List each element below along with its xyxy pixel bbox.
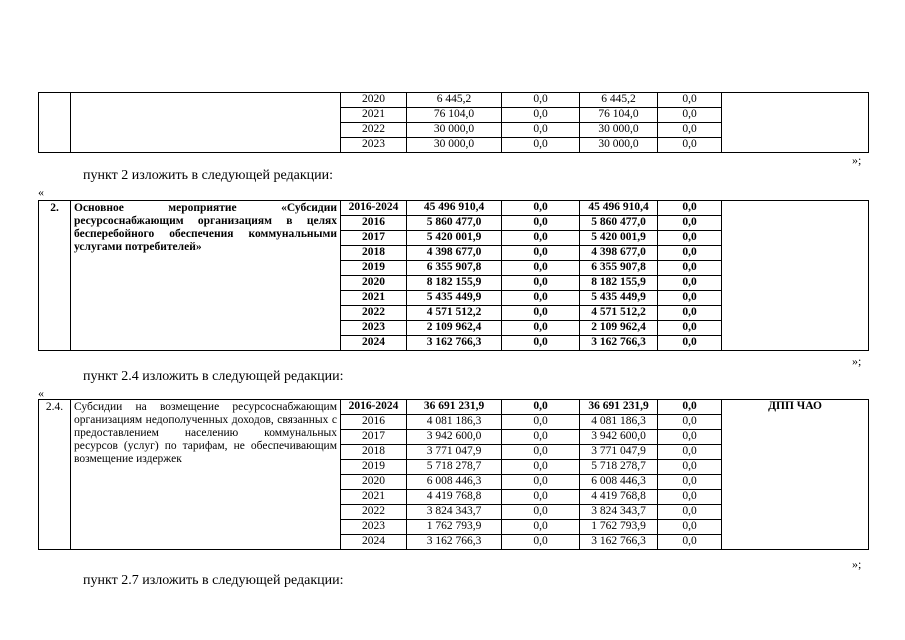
value-cell: 6 008 446,3 — [580, 475, 658, 490]
value-cell: 4 398 677,0 — [580, 246, 658, 261]
value-cell: 4 081 186,3 — [580, 415, 658, 430]
value-cell: 0,0 — [502, 490, 580, 505]
value-cell: 0,0 — [502, 336, 580, 351]
total-cell: 2 109 962,4 — [407, 321, 502, 336]
value-cell: 0,0 — [502, 400, 580, 415]
value-cell: 0,0 — [658, 216, 722, 231]
value-cell: 3 162 766,3 — [580, 535, 658, 550]
year-cell: 2018 — [341, 246, 407, 261]
value-cell: 0,0 — [502, 306, 580, 321]
row-index-cell: 2.4. — [39, 400, 71, 550]
total-cell: 6 355 907,8 — [407, 261, 502, 276]
executor-cell — [722, 93, 869, 153]
total-cell: 3 942 600,0 — [407, 430, 502, 445]
year-cell: 2020 — [341, 475, 407, 490]
value-cell: 0,0 — [502, 216, 580, 231]
total-cell: 45 496 910,4 — [407, 201, 502, 216]
value-cell: 36 691 231,9 — [580, 400, 658, 415]
value-cell: 8 182 155,9 — [580, 276, 658, 291]
value-cell: 0,0 — [658, 490, 722, 505]
value-cell: 0,0 — [658, 430, 722, 445]
value-cell: 0,0 — [658, 460, 722, 475]
year-cell: 2016 — [341, 216, 407, 231]
value-cell: 0,0 — [502, 93, 580, 108]
total-cell: 36 691 231,9 — [407, 400, 502, 415]
value-cell: 6 445,2 — [580, 93, 658, 108]
total-cell: 3 824 343,7 — [407, 505, 502, 520]
value-cell: 0,0 — [502, 276, 580, 291]
close-quote-1: »; — [852, 153, 862, 167]
value-cell: 0,0 — [502, 460, 580, 475]
value-cell: 0,0 — [502, 123, 580, 138]
close-quote-2: »; — [852, 354, 862, 368]
value-cell: 30 000,0 — [580, 138, 658, 153]
value-cell: 0,0 — [502, 505, 580, 520]
value-cell: 0,0 — [502, 138, 580, 153]
total-cell: 5 718 278,7 — [407, 460, 502, 475]
value-cell: 0,0 — [658, 520, 722, 535]
value-cell: 3 162 766,3 — [580, 336, 658, 351]
table-row — [39, 400, 869, 415]
table-point-2 — [38, 200, 869, 351]
value-cell: 0,0 — [658, 535, 722, 550]
executor-cell: ДПП ЧАО — [722, 400, 869, 550]
paragraph-point-2-4: пункт 2.4 изложить в следующей редакции: — [83, 369, 344, 384]
open-quote-1: « — [38, 185, 44, 199]
value-cell: 4 571 512,2 — [580, 306, 658, 321]
value-cell: 0,0 — [502, 475, 580, 490]
value-cell: 0,0 — [658, 415, 722, 430]
value-cell: 0,0 — [658, 93, 722, 108]
description-cell: Основное мероприятие «Субсидии ресурсоснабжающим организациям в целях бесперебойного обеспечения коммунальными услугами потребителей» — [71, 201, 341, 351]
total-cell: 30 000,0 — [407, 138, 502, 153]
year-cell: 2022 — [341, 123, 407, 138]
year-cell: 2016-2024 — [341, 400, 407, 415]
open-quote-2: « — [38, 386, 44, 400]
year-cell: 2021 — [341, 490, 407, 505]
value-cell: 0,0 — [658, 261, 722, 276]
total-cell: 5 435 449,9 — [407, 291, 502, 306]
value-cell: 0,0 — [658, 321, 722, 336]
value-cell: 0,0 — [658, 201, 722, 216]
total-cell: 4 398 677,0 — [407, 246, 502, 261]
table-fragment-prev — [38, 92, 869, 153]
value-cell: 0,0 — [658, 108, 722, 123]
year-cell: 2023 — [341, 520, 407, 535]
description-cell: Субсидии на возмещение ресурсоснабжающим организациям недополученных доходов, связанных с предоставлением населению коммунальных ресурсов (услуг) по тарифам, не обеспечивающим возмещение издержек — [71, 400, 341, 550]
paragraph-point-2-7: пункт 2.7 изложить в следующей редакции: — [83, 573, 344, 588]
year-cell: 2019 — [341, 261, 407, 276]
total-cell: 8 182 155,9 — [407, 276, 502, 291]
total-cell: 6 445,2 — [407, 93, 502, 108]
year-cell: 2021 — [341, 291, 407, 306]
value-cell: 4 419 768,8 — [580, 490, 658, 505]
value-cell: 0,0 — [502, 246, 580, 261]
value-cell: 5 435 449,9 — [580, 291, 658, 306]
total-cell: 4 419 768,8 — [407, 490, 502, 505]
year-cell: 2020 — [341, 93, 407, 108]
row-index-cell — [39, 93, 71, 153]
value-cell: 0,0 — [658, 231, 722, 246]
value-cell: 6 355 907,8 — [580, 261, 658, 276]
value-cell: 0,0 — [658, 246, 722, 261]
year-cell: 2024 — [341, 336, 407, 351]
total-cell: 5 860 477,0 — [407, 216, 502, 231]
value-cell: 45 496 910,4 — [580, 201, 658, 216]
year-cell: 2016 — [341, 415, 407, 430]
value-cell: 0,0 — [502, 261, 580, 276]
description-cell — [71, 93, 341, 153]
value-cell: 0,0 — [502, 445, 580, 460]
total-cell: 3 162 766,3 — [407, 535, 502, 550]
row-index-cell: 2. — [39, 201, 71, 351]
total-cell: 76 104,0 — [407, 108, 502, 123]
total-cell: 6 008 446,3 — [407, 475, 502, 490]
total-cell: 4 081 186,3 — [407, 415, 502, 430]
value-cell: 2 109 962,4 — [580, 321, 658, 336]
paragraph-point-2: пункт 2 изложить в следующей редакции: — [83, 168, 333, 183]
table-row — [39, 93, 869, 108]
table-point-2-4 — [38, 399, 869, 550]
value-cell: 0,0 — [658, 276, 722, 291]
value-cell: 3 942 600,0 — [580, 430, 658, 445]
year-cell: 2023 — [341, 321, 407, 336]
value-cell: 0,0 — [502, 520, 580, 535]
value-cell: 5 860 477,0 — [580, 216, 658, 231]
year-cell: 2022 — [341, 505, 407, 520]
year-cell: 2017 — [341, 430, 407, 445]
value-cell: 76 104,0 — [580, 108, 658, 123]
value-cell: 0,0 — [658, 505, 722, 520]
value-cell: 0,0 — [502, 231, 580, 246]
value-cell: 0,0 — [658, 306, 722, 321]
value-cell: 0,0 — [502, 415, 580, 430]
value-cell: 0,0 — [658, 123, 722, 138]
value-cell: 1 762 793,9 — [580, 520, 658, 535]
value-cell: 0,0 — [658, 291, 722, 306]
value-cell: 30 000,0 — [580, 123, 658, 138]
total-cell: 5 420 001,9 — [407, 231, 502, 246]
total-cell: 1 762 793,9 — [407, 520, 502, 535]
year-cell: 2016-2024 — [341, 201, 407, 216]
executor-cell — [722, 201, 869, 351]
value-cell: 0,0 — [502, 108, 580, 123]
total-cell: 3 162 766,3 — [407, 336, 502, 351]
year-cell: 2019 — [341, 460, 407, 475]
value-cell: 0,0 — [502, 201, 580, 216]
value-cell: 0,0 — [658, 445, 722, 460]
value-cell: 3 824 343,7 — [580, 505, 658, 520]
year-cell: 2024 — [341, 535, 407, 550]
year-cell: 2021 — [341, 108, 407, 123]
value-cell: 5 718 278,7 — [580, 460, 658, 475]
total-cell: 30 000,0 — [407, 123, 502, 138]
value-cell: 0,0 — [502, 291, 580, 306]
year-cell: 2020 — [341, 276, 407, 291]
value-cell: 0,0 — [658, 475, 722, 490]
year-cell: 2023 — [341, 138, 407, 153]
year-cell: 2017 — [341, 231, 407, 246]
total-cell: 3 771 047,9 — [407, 445, 502, 460]
value-cell: 0,0 — [658, 400, 722, 415]
value-cell: 3 771 047,9 — [580, 445, 658, 460]
value-cell: 0,0 — [658, 336, 722, 351]
table-row — [39, 201, 869, 216]
total-cell: 4 571 512,2 — [407, 306, 502, 321]
value-cell: 0,0 — [502, 535, 580, 550]
value-cell: 0,0 — [502, 430, 580, 445]
close-quote-3: »; — [852, 557, 862, 571]
value-cell: 0,0 — [658, 138, 722, 153]
year-cell: 2022 — [341, 306, 407, 321]
value-cell: 5 420 001,9 — [580, 231, 658, 246]
year-cell: 2018 — [341, 445, 407, 460]
value-cell: 0,0 — [502, 321, 580, 336]
